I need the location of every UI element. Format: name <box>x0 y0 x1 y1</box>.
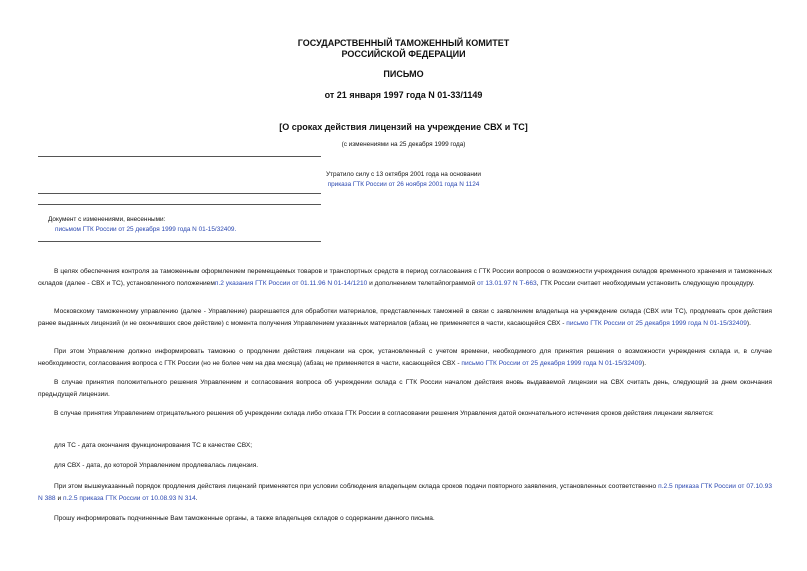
doc-type: ПИСЬМО <box>383 69 424 79</box>
paragraph-4: В случае принятия положительного решения Управлением и согласования вопроса об учреждении склада с ГТК России началом действия вновь выдаваемой лицензии на СВХ считать день, следующий за днем окончания предыдущей лицензии. <box>38 379 772 398</box>
paragraph-3: При этом Управление должно информировать таможню о продлении действия лицензии на срок, установленный с учетом времени, необходимого для принятия решения о возможности учреждения склада и, в случае необходимости, согласования вопроса с ГТК России (но не более чем на два месяца) (абзац не применяется в части, касающейся СВХ - письмо ГТК России от 25 декабря 1999 года N 01-15/32409). <box>38 348 772 367</box>
amendments-label: Документ с изменениями, внесенными: <box>48 216 166 223</box>
paragraph-7: для СВХ - дата, до которой Управлением продлевалась лицензия. <box>54 462 259 469</box>
letter-link[interactable]: письмо ГТК России от 25 декабря 1999 года N 01-15/32409 <box>566 319 747 327</box>
amendments-link[interactable]: письмом ГТК России от 25 декабря 1999 года N 01-15/32409. <box>55 226 237 233</box>
instruction-link[interactable]: п.2 указания ГТК России от 01.11.96 N 01-14/1210 <box>214 279 368 287</box>
divider <box>38 204 321 205</box>
paragraph-8: При этом вышеуказанный порядок продления действия лицензий применяется при условии соблюдения владельцем склада сроков подачи повторного заявления, установленных соответственно п.2.5 приказа ГТК России от 07.10.93 N 388 и п.2.5 приказа ГТК России от 10.08.93 N 314. <box>38 483 772 502</box>
doc-date-number: от 21 января 1997 года N 01-33/1149 <box>324 90 483 100</box>
paragraph-6: для ТС - дата окончания функционирования ТС в качестве СВХ; <box>54 442 253 449</box>
divider <box>38 156 321 157</box>
paragraph-2: Московскому таможенному управлению (далее - Управление) разрешается для обработки материалов, представленных таможней в связи с заявлением владельца на учреждение склада (СВХ или ТС), продлевать срок действия ранее выданных лицензий (и не окончивших свое действие) с момента получения Управлением указанных материалов (абзац не применяется в части, касающейся СВХ - письмо ГТК России от 25 декабря 1999 года N 01-15/32409). <box>38 308 772 327</box>
teletype-link[interactable]: от 13.01.97 N Т-663 <box>476 279 537 287</box>
doc-title: [О сроках действия лицензий на учреждение СВХ и ТС] <box>279 122 528 132</box>
org-name-line2: РОССИЙСКОЙ ФЕДЕРАЦИИ <box>341 49 466 59</box>
org-name-line1: ГОСУДАРСТВЕННЫЙ ТАМОЖЕННЫЙ КОМИТЕТ <box>297 38 510 48</box>
order-388-link[interactable]: п.2.5 приказа ГТК России от 07.10.93 N 388 <box>38 483 772 502</box>
expired-order-link[interactable]: приказа ГТК России от 26 ноября 2001 года N 1124 <box>327 181 480 188</box>
paragraph-9: Прошу информировать подчиненные Вам таможенные органы, а также владельцев складов о содержании данного письма. <box>54 515 435 522</box>
divider <box>38 241 321 242</box>
expired-text: Утратило силу с 13 октября 2001 года на основании <box>326 171 481 178</box>
changes-note: (с изменениями на 25 декабря 1999 года) <box>341 141 466 148</box>
divider <box>38 193 321 194</box>
paragraph-1: В целях обеспечения контроля за таможенным оформлением перемещаемых товаров и транспортных средств в период согласования с ГТК России вопросов о возможности учреждения складов временного хранения и таможенных складов (далее - СВХ и ТС), установленного положениемп.2 указания ГТК России от 01.11.96 N 01-14/1210 и дополнением телетайпограммой от 13.01.97 N Т-663, ГТК России считает необходимым установить следующую процедуру. <box>38 268 772 287</box>
order-314-link[interactable]: п.2.5 приказа ГТК России от 10.08.93 N 314 <box>62 494 196 502</box>
letter-link[interactable]: письмо ГТК России от 25 декабря 1999 года N 01-15/32409 <box>461 359 643 367</box>
paragraph-5: В случае принятия Управлением отрицательного решения об учреждении склада либо отказа ГТК России в согласовании решения Управления датой окончательного истечения сроков действия лицензии является: <box>54 410 714 417</box>
